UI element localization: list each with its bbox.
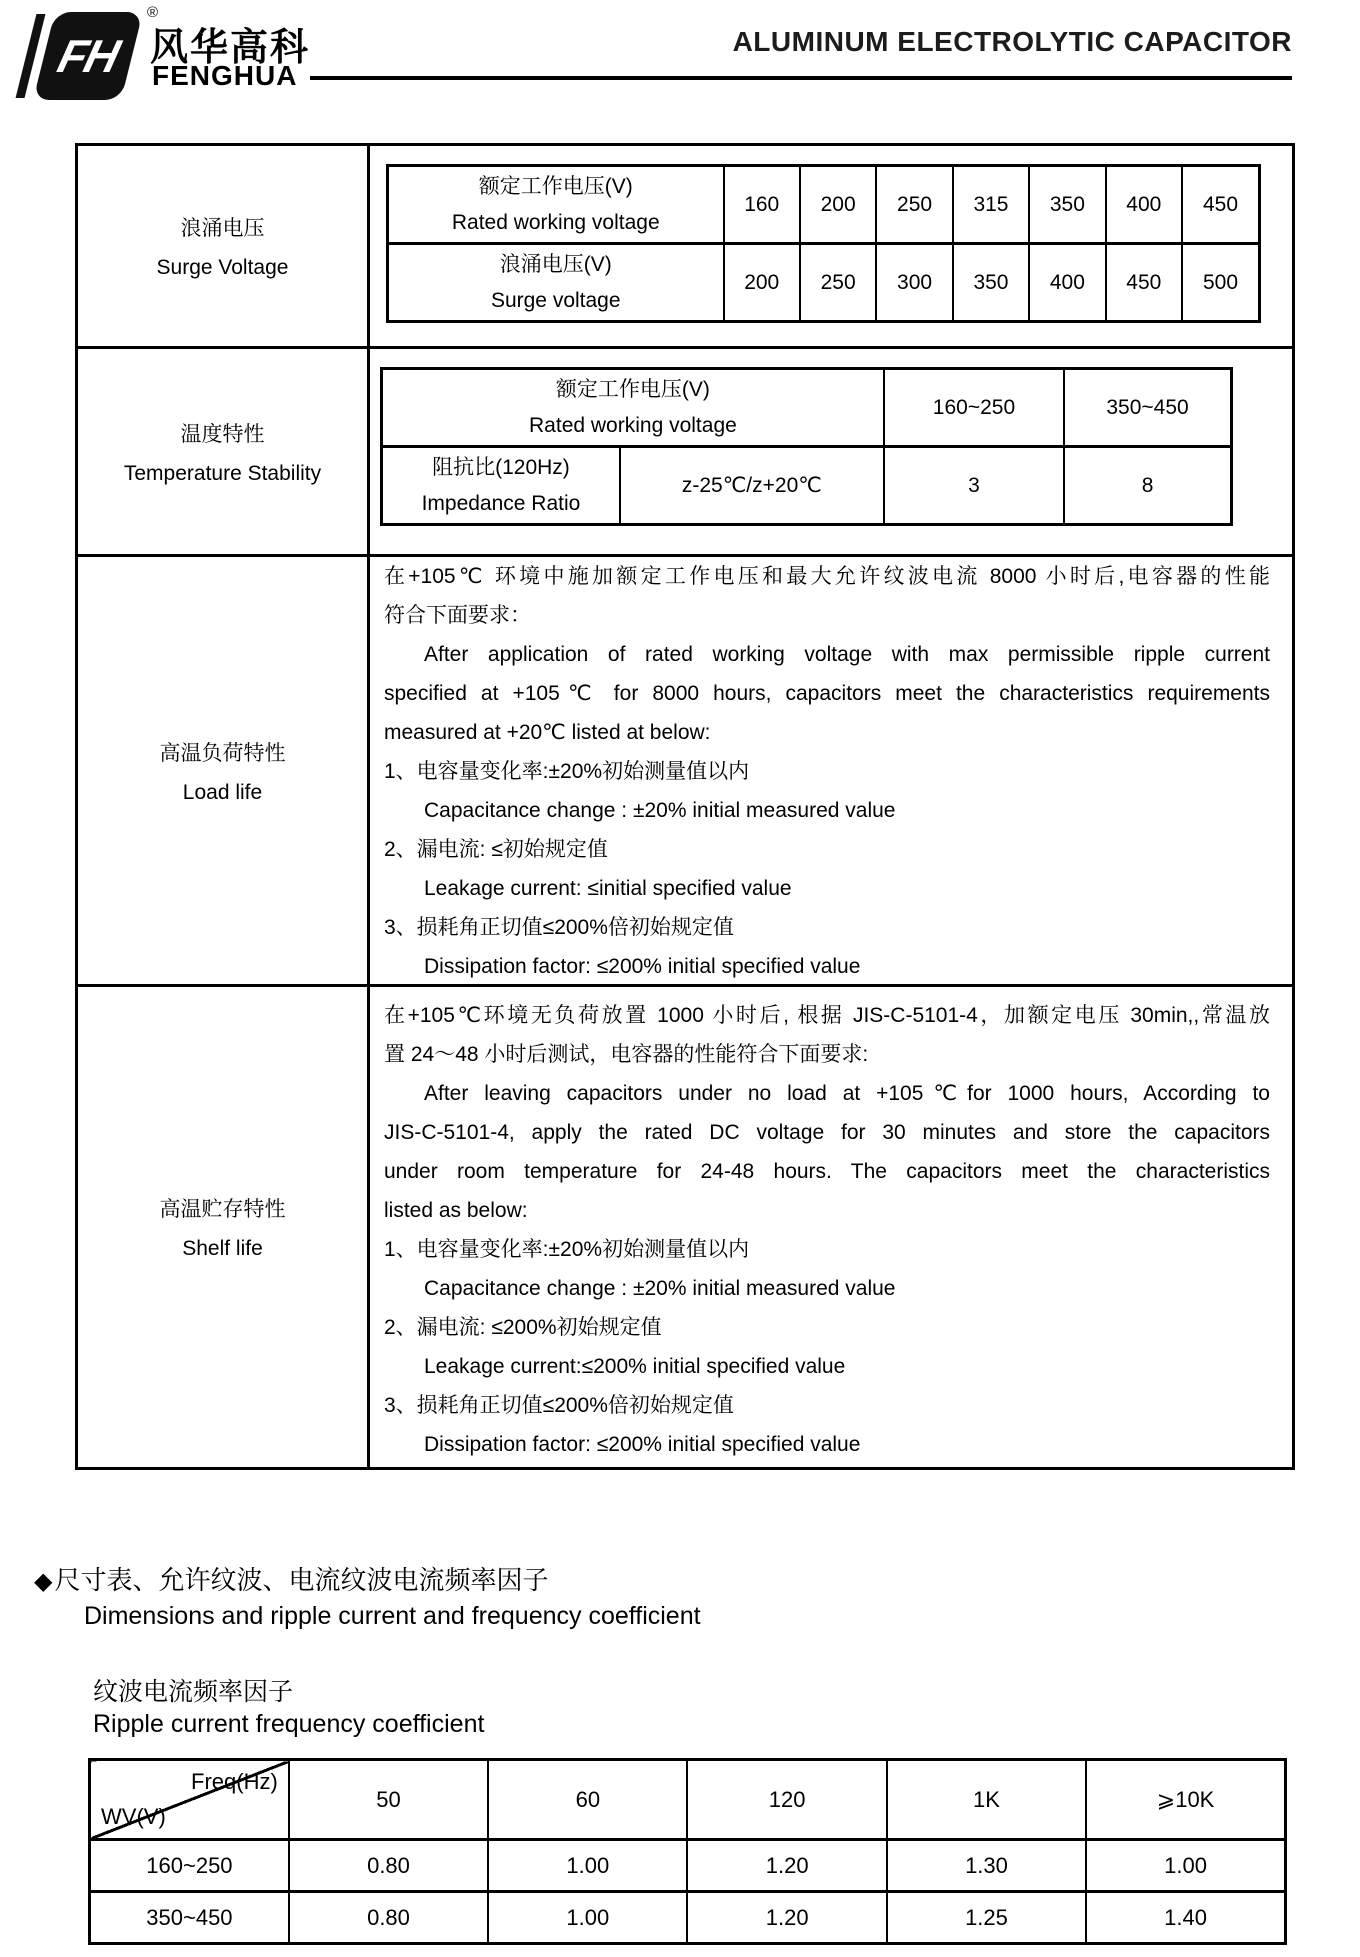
logo-block-shape [33,12,143,100]
shelf-life-row-label-en: Shelf life [182,1237,263,1260]
surge-value-cell: 250 [800,244,876,322]
shelf-life-line: JIS-C-5101-4, apply the rated DC voltage for 30 minutes and store the capacitors [384,1121,1270,1144]
frequency-table-header-row [90,1760,1286,1840]
surge-voltage-header-cn: 浪涌电压(V) [499,252,612,276]
load-life-line: 在+105℃ 环境中施加额定工作电压和最大允许纹波电流 8000 小时后,电容器的性能 [384,565,1270,588]
coefficient-cell: 1.00 [1086,1840,1285,1892]
characteristics-table [75,143,1295,1470]
row-surge-voltage [78,146,1292,346]
shelf-life-line: under room temperature for 24-48 hours. The capacitors meet the characteristics [384,1160,1270,1183]
impedance-value-cell: 8 [1064,447,1231,525]
dimensions-section-heading [34,1560,548,1597]
rated-voltage-header [388,166,724,244]
coefficient-cell: 1.25 [887,1892,1086,1944]
coefficient-cell: 1.20 [687,1892,886,1944]
table-row [388,244,1260,322]
load-life-line: specified at +105℃ for 8000 hours, capacitors meet the characteristics requirements [384,682,1270,705]
temperature-row-label-en: Temperature Stability [123,461,322,485]
rated-value-cell: 350 [1029,166,1105,244]
corner-freq-label: Freq(Hz) [191,1769,278,1794]
temperature-row-label-cn: 温度特性 [180,422,265,446]
logo-text-english: FENGHUA [152,60,298,91]
shelf-life-line: 在+105℃环境无负荷放置 1000 小时后, 根据 JIS-C-5101-4，加额定电压 30min,,常温放 [384,1004,1270,1027]
shelf-life-line: 1、电容量变化率:±20%初始测量值以内 [384,1238,750,1261]
freq-column-header: 50 [289,1760,488,1840]
rated-value-cell: 450 [1182,166,1259,244]
page-title: ALUMINUM ELECTROLYTIC CAPACITOR [732,26,1292,57]
temperature-row-label [78,349,370,554]
ripple-subheading-cn: 纹波电流频率因子 [93,1678,294,1706]
voltage-range-cell: 350~450 [1064,369,1231,447]
freq-column-header: ⩾10K [1086,1760,1285,1840]
coefficient-cell: 1.00 [488,1840,687,1892]
shelf-life-text [384,996,1270,1464]
surge-row-content [370,146,1292,346]
surge-voltage-header-en: Surge voltage [490,288,621,312]
temperature-row-content [370,349,1292,554]
rated-value-cell: 160 [724,166,800,244]
shelf-life-line: After leaving capacitors under no load at +105℃for 1000 hours, According to [424,1082,1270,1105]
coefficient-cell: 1.40 [1086,1892,1285,1944]
ripple-subheading-en: Ripple current frequency coefficient [93,1710,485,1738]
rated-value-cell: 200 [800,166,876,244]
dimensions-heading-en: Dimensions and ripple current and frequency coefficient [84,1602,701,1630]
surge-value-cell: 300 [876,244,952,322]
surge-row-label-cn: 浪涌电压 [180,217,265,240]
impedance-ratio-header [382,447,620,525]
rated-value-cell: 400 [1106,166,1182,244]
wv-range-label: 350~450 [90,1892,289,1944]
load-life-line: 2、漏电流: ≤初始规定值 [384,838,608,861]
load-life-row-label-en: Load life [182,780,263,804]
shelf-life-line: Leakage current:≤200% initial specified value [424,1355,846,1378]
rated-voltage-header-en: Rated working voltage [451,210,660,234]
shelf-life-row-label [78,987,370,1467]
row-load-life [78,554,1292,984]
diamond-bullet-icon: ◆ [34,1568,53,1595]
logo-monogram: FH [52,30,124,82]
load-life-line: Capacitance change : ±20% initial measured value [424,799,896,822]
load-life-text [384,557,1270,986]
surge-value-cell: 200 [724,244,800,322]
surge-voltage-header [388,244,724,322]
impedance-condition-cell: z-25℃/z+20℃ [620,447,884,525]
surge-voltage-table [386,164,1261,323]
shelf-life-content [370,987,1292,1467]
impedance-value-cell: 3 [884,447,1064,525]
load-life-line: 符合下面要求： [384,604,531,627]
temp-rated-voltage-header [382,369,884,447]
coefficient-cell: 1.30 [887,1840,1086,1892]
coefficient-cell: 1.20 [687,1840,886,1892]
surge-value-cell: 450 [1106,244,1182,322]
rated-voltage-header-cn: 额定工作电压(V) [478,174,633,198]
load-life-line: Leakage current: ≤initial specified value [424,877,792,900]
table-row [388,166,1260,244]
voltage-range-cell: 160~250 [884,369,1064,447]
dimensions-heading-cn: 尺寸表、允许纹波、电流纹波电流频率因子 [54,1565,549,1595]
surge-row-label-en: Surge Voltage [156,256,289,279]
coefficient-cell: 0.80 [289,1840,488,1892]
load-life-line: After application of rated working voltage with max permissible ripple current [424,643,1270,666]
shelf-life-line: 置 24～48 小时后测试，电容器的性能符合下面要求: [384,1043,869,1066]
surge-value-cell: 350 [953,244,1029,322]
frequency-coefficient-table [88,1758,1287,1945]
load-life-line: measured at +20℃ listed at below: [384,721,711,744]
frequency-table-row [90,1892,1286,1944]
fenghua-logo-icon [24,4,158,100]
load-life-line: 3、损耗角正切值≤200%倍初始规定值 [384,916,734,939]
shelf-life-row-label-cn: 高温贮存特性 [159,1198,286,1221]
row-temperature-stability [78,346,1292,554]
shelf-life-line: 2、漏电流: ≤200%初始规定值 [384,1316,662,1339]
surge-value-cell: 500 [1182,244,1259,322]
frequency-table-row [90,1840,1286,1892]
table-row [382,369,1232,447]
load-life-content [370,557,1292,984]
logo-text-chinese: 风华高科 [150,27,311,69]
rated-value-cell: 250 [876,166,952,244]
impedance-ratio-header-en: Impedance Ratio [421,491,581,515]
load-life-row-label [78,557,370,984]
impedance-ratio-header-cn: 阻抗比(120Hz) [432,455,570,479]
freq-column-header: 120 [687,1760,886,1840]
shelf-life-line: listed as below: [384,1199,528,1222]
coefficient-cell: 0.80 [289,1892,488,1944]
load-life-line: Dissipation factor: ≤200% initial specified value [424,955,861,978]
temp-rated-voltage-header-en: Rated working voltage [529,413,737,437]
impedance-ratio-table [380,367,1233,526]
shelf-life-line: Dissipation factor: ≤200% initial specified value [424,1433,861,1456]
shelf-life-line: Capacitance change : ±20% initial measured value [424,1277,896,1300]
coefficient-cell: 1.00 [488,1892,687,1944]
surge-value-cell: 400 [1029,244,1105,322]
freq-wv-corner-cell [90,1760,289,1840]
corner-wv-label: WV(V) [101,1804,166,1829]
header-rule [310,76,1292,80]
row-shelf-life [78,984,1292,1467]
load-life-line: 1、电容量变化率:±20%初始测量值以内 [384,760,750,783]
rated-value-cell: 315 [953,166,1029,244]
wv-range-label: 160~250 [90,1840,289,1892]
surge-row-label [78,146,370,346]
freq-column-header: 1K [887,1760,1086,1840]
load-life-row-label-cn: 高温负荷特性 [159,741,286,765]
temp-rated-voltage-header-cn: 额定工作电压(V) [555,377,710,401]
registered-trademark-icon: ® [146,4,158,21]
shelf-life-line: 3、损耗角正切值≤200%倍初始规定值 [384,1394,734,1417]
table-row [382,447,1232,525]
freq-column-header: 60 [488,1760,687,1840]
